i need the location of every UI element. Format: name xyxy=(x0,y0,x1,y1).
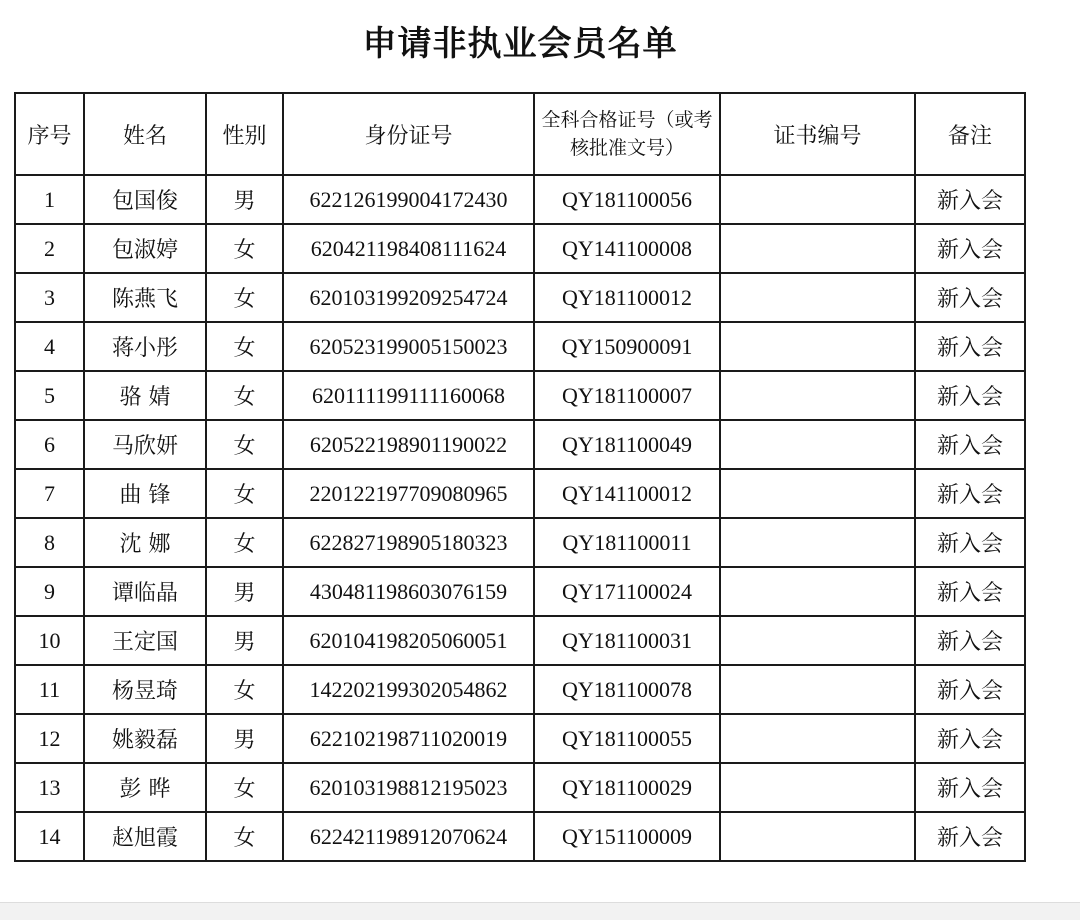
cell-seq: 8 xyxy=(15,518,84,567)
cell-gender: 男 xyxy=(206,616,283,665)
cell-cert-no xyxy=(720,665,915,714)
cell-cert-no xyxy=(720,322,915,371)
cell-seq: 3 xyxy=(15,273,84,322)
cell-remarks: 新入会 xyxy=(915,812,1025,861)
cell-seq: 7 xyxy=(15,469,84,518)
page-bottom-edge xyxy=(0,902,1080,920)
cell-remarks: 新入会 xyxy=(915,714,1025,763)
table-row xyxy=(15,273,1025,322)
cell-remarks: 新入会 xyxy=(915,224,1025,273)
cell-remarks: 新入会 xyxy=(915,665,1025,714)
cell-cert-no xyxy=(720,273,915,322)
cell-name: 杨昱琦 xyxy=(84,665,206,714)
table-row xyxy=(15,812,1025,861)
cell-name: 王定国 xyxy=(84,616,206,665)
member-table xyxy=(14,92,1026,862)
cell-seq: 2 xyxy=(15,224,84,273)
cell-remarks: 新入会 xyxy=(915,273,1025,322)
table-row xyxy=(15,371,1025,420)
cell-name: 蒋小彤 xyxy=(84,322,206,371)
cell-cert-no xyxy=(720,469,915,518)
cell-seq: 10 xyxy=(15,616,84,665)
cell-gender: 男 xyxy=(206,714,283,763)
cell-gender: 女 xyxy=(206,273,283,322)
table-row xyxy=(15,518,1025,567)
cell-name: 赵旭霞 xyxy=(84,812,206,861)
header-name: 姓名 xyxy=(84,93,206,175)
cell-gender: 女 xyxy=(206,469,283,518)
table-row xyxy=(15,322,1025,371)
cell-qualification-cert: QY181100078 xyxy=(534,665,720,714)
cell-name: 陈燕飞 xyxy=(84,273,206,322)
cell-cert-no xyxy=(720,420,915,469)
cell-id-number: 430481198603076159 xyxy=(283,567,534,616)
cell-id-number: 620522198901190022 xyxy=(283,420,534,469)
cell-name: 谭临晶 xyxy=(84,567,206,616)
cell-remarks: 新入会 xyxy=(915,567,1025,616)
cell-name: 包国俊 xyxy=(84,175,206,224)
cell-cert-no xyxy=(720,567,915,616)
cell-qualification-cert: QY150900091 xyxy=(534,322,720,371)
table-row xyxy=(15,469,1025,518)
cell-qualification-cert: QY181100049 xyxy=(534,420,720,469)
cell-name: 沈 娜 xyxy=(84,518,206,567)
header-qualification-cert-line1: 全科合格证号（或考 xyxy=(541,109,713,131)
cell-qualification-cert: QY141100008 xyxy=(534,224,720,273)
header-cert-no: 证书编号 xyxy=(720,93,915,175)
cell-gender: 女 xyxy=(206,812,283,861)
table-row xyxy=(15,175,1025,224)
cell-cert-no xyxy=(720,616,915,665)
cell-gender: 女 xyxy=(206,518,283,567)
header-id-number: 身份证号 xyxy=(283,93,534,175)
cell-id-number: 620103199209254724 xyxy=(283,273,534,322)
table-row xyxy=(15,224,1025,273)
cell-name: 马欣妍 xyxy=(84,420,206,469)
cell-name: 姚毅磊 xyxy=(84,714,206,763)
cell-seq: 11 xyxy=(15,665,84,714)
cell-gender: 男 xyxy=(206,175,283,224)
cell-seq: 4 xyxy=(15,322,84,371)
table-body xyxy=(15,175,1025,861)
cell-seq: 5 xyxy=(15,371,84,420)
cell-cert-no xyxy=(720,224,915,273)
cell-qualification-cert: QY181100012 xyxy=(534,273,720,322)
header-gender: 性别 xyxy=(206,93,283,175)
cell-name: 骆 婧 xyxy=(84,371,206,420)
cell-seq: 6 xyxy=(15,420,84,469)
cell-qualification-cert: QY181100031 xyxy=(534,616,720,665)
cell-gender: 男 xyxy=(206,567,283,616)
table-header xyxy=(15,93,1025,175)
header-remarks: 备注 xyxy=(915,93,1025,175)
cell-cert-no xyxy=(720,175,915,224)
cell-id-number: 620421198408111624 xyxy=(283,224,534,273)
table-row xyxy=(15,763,1025,812)
cell-gender: 女 xyxy=(206,665,283,714)
cell-id-number: 622421198912070624 xyxy=(283,812,534,861)
cell-seq: 1 xyxy=(15,175,84,224)
cell-seq: 9 xyxy=(15,567,84,616)
cell-seq: 14 xyxy=(15,812,84,861)
cell-cert-no xyxy=(720,763,915,812)
cell-id-number: 620103198812195023 xyxy=(283,763,534,812)
cell-name: 彭 晔 xyxy=(84,763,206,812)
cell-name: 曲 锋 xyxy=(84,469,206,518)
cell-qualification-cert: QY171100024 xyxy=(534,567,720,616)
cell-id-number: 622126199004172430 xyxy=(283,175,534,224)
header-row xyxy=(15,93,1025,175)
cell-gender: 女 xyxy=(206,322,283,371)
cell-qualification-cert: QY181100055 xyxy=(534,714,720,763)
cell-qualification-cert: QY141100012 xyxy=(534,469,720,518)
table-row xyxy=(15,420,1025,469)
cell-seq: 12 xyxy=(15,714,84,763)
cell-remarks: 新入会 xyxy=(915,763,1025,812)
page-title: 申请非执业会员名单 xyxy=(362,24,678,64)
cell-qualification-cert: QY181100029 xyxy=(534,763,720,812)
cell-remarks: 新入会 xyxy=(915,518,1025,567)
cell-qualification-cert: QY181100056 xyxy=(534,175,720,224)
cell-cert-no xyxy=(720,714,915,763)
cell-seq: 13 xyxy=(15,763,84,812)
cell-qualification-cert: QY181100011 xyxy=(534,518,720,567)
table-row xyxy=(15,616,1025,665)
cell-name: 包淑婷 xyxy=(84,224,206,273)
cell-qualification-cert: QY181100007 xyxy=(534,371,720,420)
cell-id-number: 142202199302054862 xyxy=(283,665,534,714)
cell-gender: 女 xyxy=(206,224,283,273)
cell-gender: 女 xyxy=(206,763,283,812)
cell-cert-no xyxy=(720,518,915,567)
cell-remarks: 新入会 xyxy=(915,616,1025,665)
cell-remarks: 新入会 xyxy=(915,420,1025,469)
table-row xyxy=(15,714,1025,763)
cell-remarks: 新入会 xyxy=(915,469,1025,518)
cell-gender: 女 xyxy=(206,420,283,469)
cell-id-number: 620104198205060051 xyxy=(283,616,534,665)
table-row xyxy=(15,665,1025,714)
cell-cert-no xyxy=(720,812,915,861)
cell-id-number: 220122197709080965 xyxy=(283,469,534,518)
cell-remarks: 新入会 xyxy=(915,175,1025,224)
cell-id-number: 622102198711020019 xyxy=(283,714,534,763)
cell-qualification-cert: QY151100009 xyxy=(534,812,720,861)
table-row xyxy=(15,567,1025,616)
cell-id-number: 620523199005150023 xyxy=(283,322,534,371)
cell-cert-no xyxy=(720,371,915,420)
cell-remarks: 新入会 xyxy=(915,322,1025,371)
cell-gender: 女 xyxy=(206,371,283,420)
cell-id-number: 622827198905180323 xyxy=(283,518,534,567)
cell-id-number: 620111199111160068 xyxy=(283,371,534,420)
cell-remarks: 新入会 xyxy=(915,371,1025,420)
header-seq: 序号 xyxy=(15,93,84,175)
header-qualification-cert xyxy=(534,93,720,175)
header-qualification-cert-line2: 核批准文号） xyxy=(569,137,684,159)
